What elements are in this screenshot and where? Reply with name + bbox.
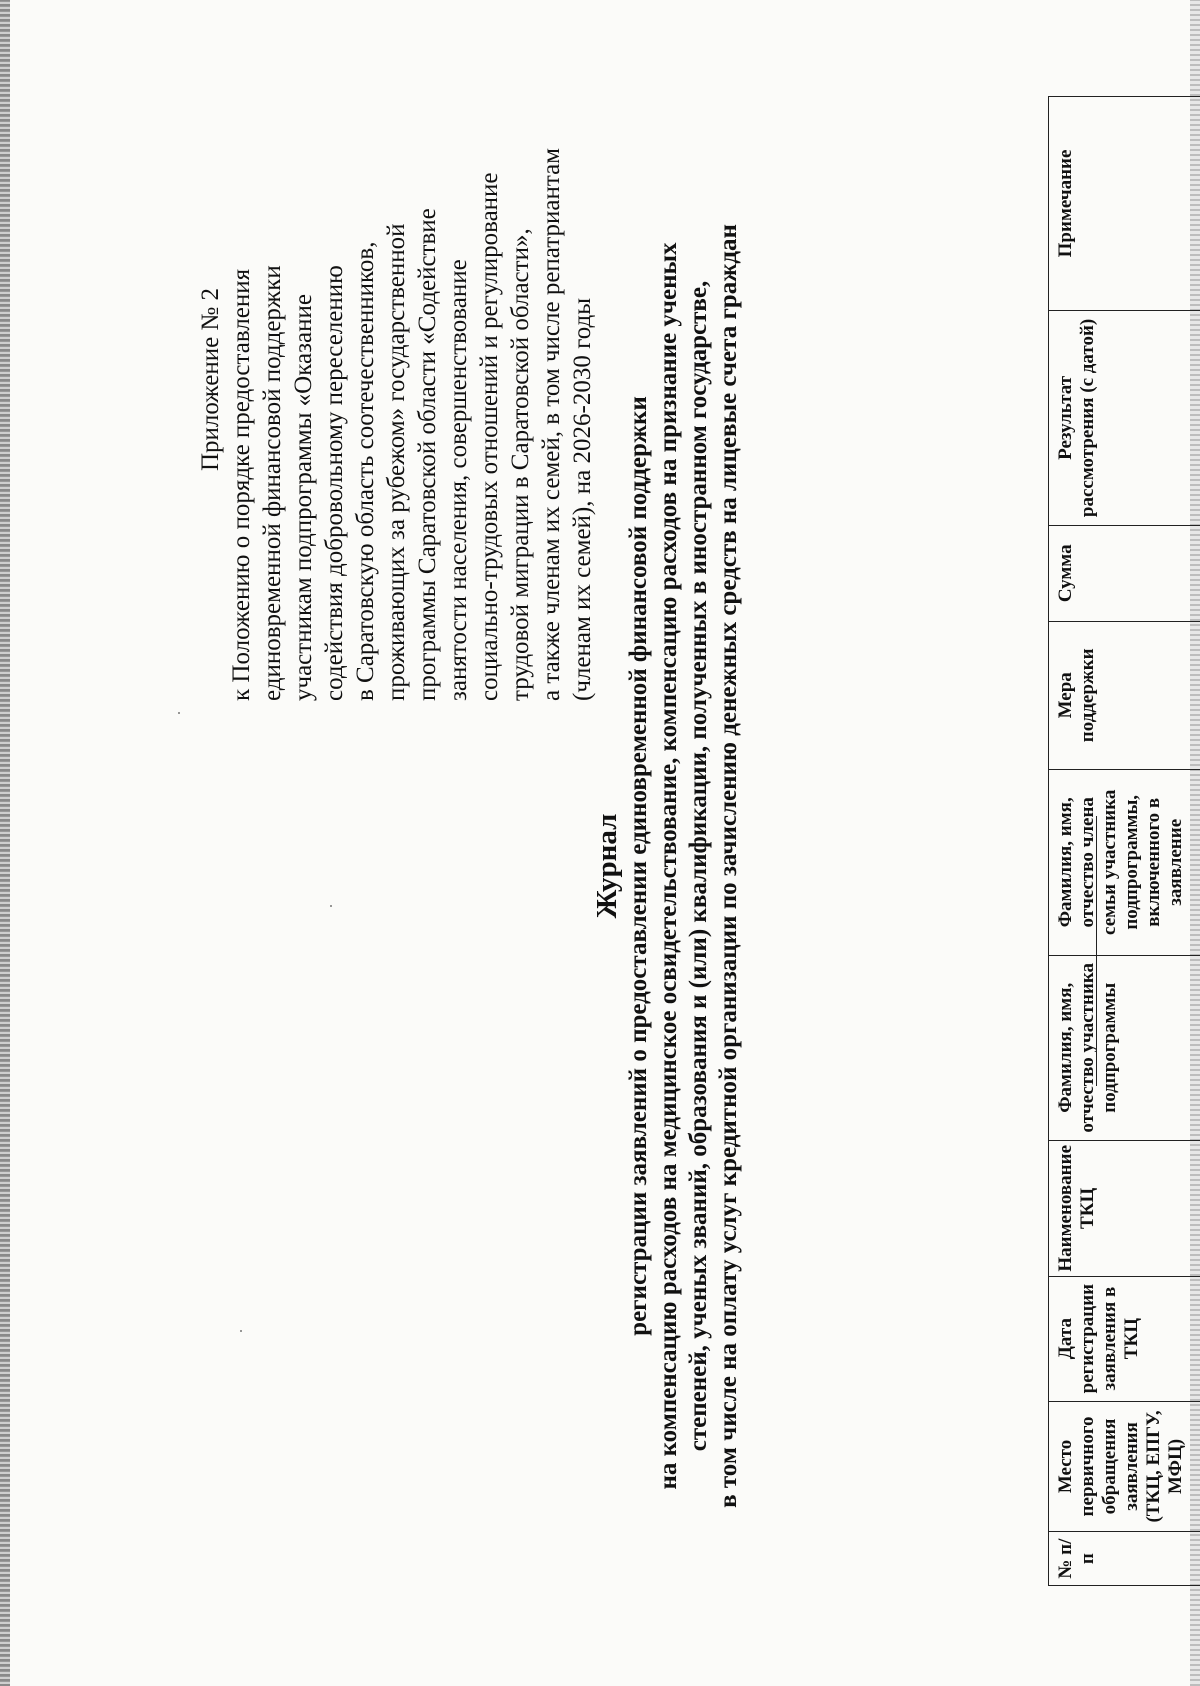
heading-line: на компенсацию расходов на медицинское освидетельствование, компенсацию расходов на признание ученых bbox=[655, 242, 682, 1490]
appendix-line: (членам их семей), на 2026-2030 годы bbox=[569, 298, 596, 701]
appendix-line: трудовой миграции в Саратовской области», bbox=[507, 228, 534, 701]
journal-title: Журнал bbox=[591, 813, 623, 919]
appendix-line: программы Саратовской области «Содействие bbox=[414, 208, 441, 701]
registration-table bbox=[1048, 96, 1200, 1586]
col-header-number: № п/п bbox=[1049, 1532, 1200, 1586]
heading-line: в том числе на оплату услуг кредитной организации по зачислению денежных средств на лицевые счета граждан bbox=[715, 224, 742, 1508]
col-header-tkc-name: Наименование ТКЦ bbox=[1049, 1140, 1200, 1276]
appendix-line: содействия добровольному переселению bbox=[321, 265, 348, 701]
appendix-line: единовременной финансовой поддержки bbox=[259, 265, 286, 701]
appendix-line: в Саратовскую область соотечественников, bbox=[352, 241, 379, 701]
table-header-row bbox=[1049, 97, 1200, 1586]
col-header-date: Дата регистрации заявления в ТКЦ bbox=[1049, 1276, 1200, 1401]
col-header-participant: Фамилия, имя, отчество участника подпрограммы bbox=[1049, 955, 1200, 1140]
appendix-line: к Положению о порядке предоставления bbox=[228, 268, 255, 701]
col-header-result: Результат рассмотрения (с датой) bbox=[1049, 310, 1200, 525]
heading-line: регистрации заявлений о предоставлении единовременной финансовой поддержки bbox=[625, 396, 652, 1336]
appendix-line: социально-трудовых отношений и регулирование bbox=[476, 172, 503, 701]
appendix-block bbox=[195, 0, 598, 701]
appendix-line: занятости населения, совершенствование bbox=[445, 259, 472, 701]
col-header-support-measure: Мера поддержки bbox=[1049, 621, 1200, 769]
col-header-amount: Сумма bbox=[1049, 525, 1200, 621]
appendix-number: Приложение № 2 bbox=[197, 287, 224, 471]
appendix-line: проживающих за рубежом» государственной bbox=[383, 223, 410, 701]
end-divider-line bbox=[1096, 816, 1097, 1086]
col-header-note: Примечание bbox=[1049, 97, 1200, 311]
heading-line: степеней, ученых званий, образования и (или) квалификации, полученных в иностранном государстве, bbox=[685, 280, 712, 1452]
journal-heading bbox=[592, 86, 744, 1646]
col-header-family-member: Фамилия, имя, отчество члена семьи участника подпрограммы, включенного в заявление bbox=[1049, 770, 1200, 956]
appendix-line: участникам подпрограммы «Оказание bbox=[290, 294, 317, 701]
appendix-line: а также членам их семей, в том числе репатриантам bbox=[538, 148, 565, 701]
col-header-place: Место первичного обращения заявления (ТКЦ, ЕПГУ, МФЦ) bbox=[1049, 1401, 1200, 1532]
